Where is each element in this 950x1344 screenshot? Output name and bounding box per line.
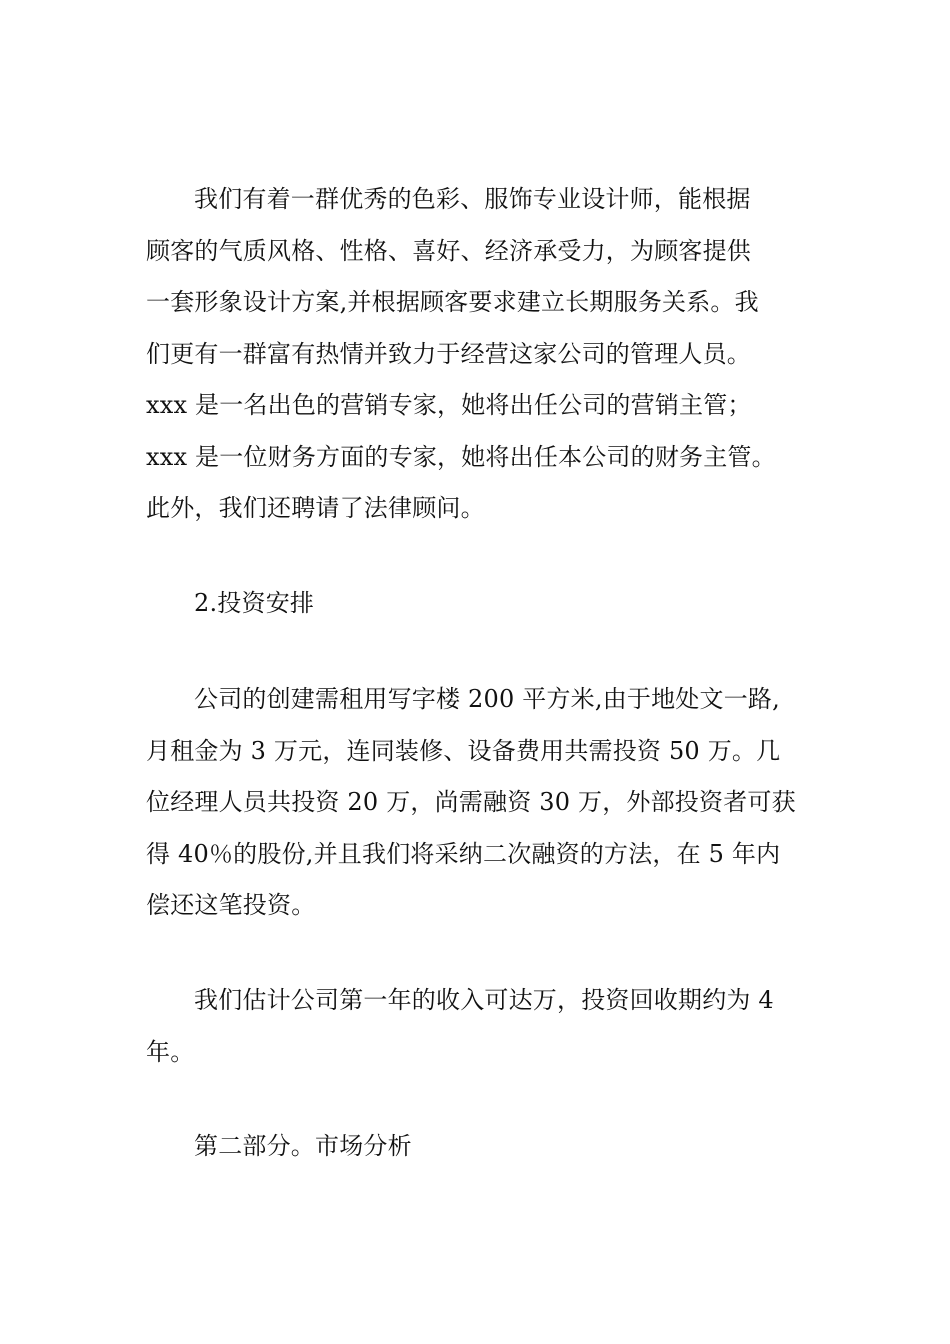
paragraph-line: xxx 是一位财务方面的专家，她将出任本公司的财务主管。 bbox=[146, 442, 776, 471]
paragraph-line: 公司的创建需租用写字楼 200 平方米,由于地处文一路, bbox=[194, 685, 780, 713]
heading-text: 2.投资安排 bbox=[194, 589, 315, 617]
paragraph-line: 偿还这笔投资。 bbox=[146, 891, 316, 919]
section-heading-investment bbox=[146, 578, 806, 630]
heading-text: 第二部分。市场分析 bbox=[194, 1132, 412, 1160]
paragraph-line: 我们估计公司第一年的收入可达万，投资回收期约为 4 bbox=[194, 986, 774, 1014]
paragraph-team bbox=[146, 174, 806, 535]
paragraph-line: xxx 是一名出色的营销专家，她将出任公司的营销主管； bbox=[146, 391, 752, 419]
paragraph-line: 顾客的气质风格、性格、喜好、经济承受力，为顾客提供 bbox=[146, 236, 751, 265]
paragraph-line: 们更有一群富有热情并致力于经营这家公司的管理人员。 bbox=[146, 339, 751, 368]
paragraph-line: 年。 bbox=[146, 1037, 195, 1066]
paragraph-line: 一套形象设计方案,并根据顾客要求建立长期服务关系。我 bbox=[146, 288, 759, 316]
section-heading-part2 bbox=[146, 1121, 806, 1173]
paragraph-revenue bbox=[146, 975, 806, 1078]
paragraph-line: 得 40％的股份,并且我们将采纳二次融资的方法，在 5 年内 bbox=[146, 839, 781, 868]
paragraph-investment bbox=[146, 674, 806, 932]
paragraph-line: 此外，我们还聘请了法律顾问。 bbox=[146, 494, 485, 522]
paragraph-line: 月租金为 3 万元，连同装修、设备费用共需投资 50 万。几 bbox=[146, 736, 781, 765]
paragraph-line: 我们有着一群优秀的色彩、服饰专业设计师，能根据 bbox=[194, 185, 751, 213]
paragraph-line: 位经理人员共投资 20 万，尚需融资 30 万，外部投资者可获 bbox=[146, 788, 796, 816]
